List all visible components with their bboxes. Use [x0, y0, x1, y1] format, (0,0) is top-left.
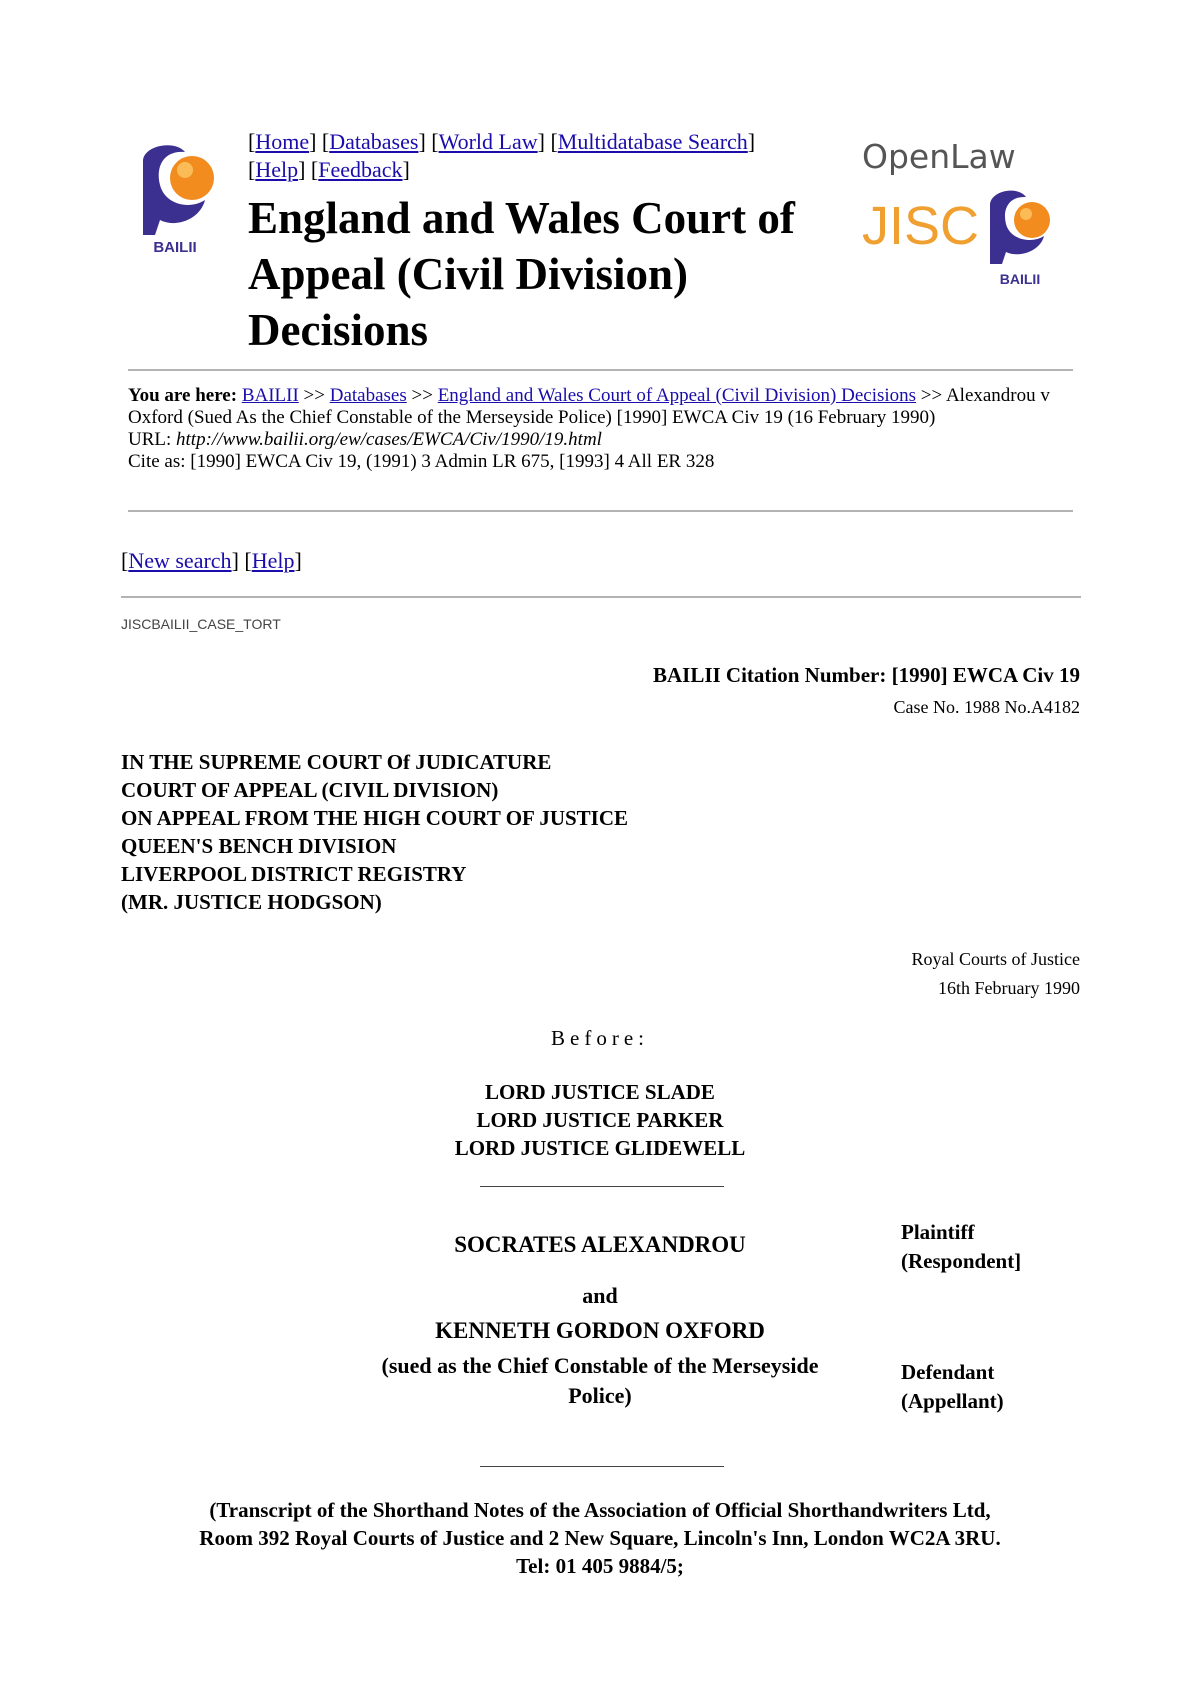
- defendant-description: [320, 1351, 880, 1411]
- category-tag: JISCBAILII_CASE_TORT: [121, 616, 281, 632]
- url-value: http://www.bailii.org/ew/cases/EWCA/Civ/1990/19.html: [176, 429, 602, 450]
- defendant-desc-line: Police): [568, 1383, 632, 1408]
- court-line: LIVERPOOL DISTRICT REGISTRY: [121, 862, 467, 886]
- court-line: (MR. JUSTICE HODGSON): [121, 890, 382, 914]
- breadcrumb-sep: >>: [303, 385, 325, 406]
- breadcrumb-bailii-link[interactable]: BAILII: [241, 385, 299, 406]
- cite-line: [128, 451, 1058, 473]
- separator-rule: [480, 1466, 724, 1467]
- transcript-line: Room 392 Royal Courts of Justice and 2 New Square, Lincoln's Inn, London WC2A 3RU.: [199, 1526, 1001, 1550]
- openlaw-text: OpenLaw: [862, 137, 1016, 176]
- role-line: (Appellant): [901, 1389, 1004, 1413]
- judge-name: LORD JUSTICE PARKER: [476, 1108, 724, 1132]
- date-line: 16th February 1990: [938, 978, 1080, 998]
- breadcrumb-current: Alexandrou v Oxford (Sued As the Chief Constable of the Merseyside Police) [1990] EWCA Civ 19 (16 February 1990): [128, 385, 1050, 428]
- role-line: Plaintiff: [901, 1220, 975, 1244]
- divider: [128, 510, 1073, 512]
- court-line: COURT OF APPEAL (CIVIL DIVISION): [121, 778, 499, 802]
- nav-world-law-link[interactable]: World Law: [438, 129, 538, 154]
- nav-multidatabase-search-link[interactable]: Multidatabase Search: [557, 129, 748, 154]
- right-bailii-text: BAILII: [999, 271, 1041, 287]
- defendant-desc-line: (sued as the Chief Constable of the Merseyside: [381, 1353, 819, 1378]
- bailii-logo: [135, 140, 225, 255]
- page-title: [248, 190, 795, 358]
- openlaw-jisc-logo: [862, 132, 1082, 292]
- nav-row-1: [Home] [Databases] [World Law] [Multidatabase Search]: [248, 129, 756, 154]
- judges-list: [0, 1078, 1200, 1162]
- defendant-role: [901, 1358, 1004, 1416]
- nav-help-link[interactable]: Help: [255, 157, 299, 182]
- new-search-link[interactable]: New search: [128, 548, 232, 573]
- judge-name: LORD JUSTICE SLADE: [485, 1080, 715, 1104]
- judge-name: LORD JUSTICE GLIDEWELL: [454, 1136, 746, 1160]
- title-line: Decisions: [248, 305, 428, 355]
- url-label: URL:: [128, 429, 172, 450]
- case-number: Case No. 1988 No.A4182: [893, 697, 1080, 717]
- breadcrumb: [128, 385, 1058, 473]
- divider: [128, 369, 1073, 371]
- bailii-logo-text: BAILII: [153, 239, 197, 255]
- divider: [121, 596, 1081, 598]
- breadcrumb-label: You are here:: [128, 385, 238, 406]
- nav-databases-link[interactable]: Databases: [329, 129, 419, 154]
- url-line: [128, 429, 1058, 451]
- defendant-name: KENNETH GORDON OXFORD: [435, 1318, 765, 1343]
- transcript-line: (Transcript of the Shorthand Notes of the Association of Official Shorthandwriters Ltd,: [209, 1498, 991, 1522]
- cite-value: [1990] EWCA Civ 19, (1991) 3 Admin LR 675, [1993] 4 All ER 328: [190, 451, 715, 472]
- citation-number: BAILII Citation Number: [1990] EWCA Civ 19: [652, 663, 1080, 687]
- help-link[interactable]: Help: [251, 548, 295, 573]
- court-line: IN THE SUPREME COURT Of JUDICATURE: [121, 750, 552, 774]
- breadcrumb-sep: >>: [920, 385, 943, 406]
- breadcrumb-court-link[interactable]: England and Wales Court of Appeal (Civil Division) Decisions: [437, 385, 917, 406]
- plaintiff-role: [901, 1218, 1021, 1276]
- place-date: [912, 945, 1081, 1003]
- court-line: QUEEN'S BENCH DIVISION: [121, 834, 397, 858]
- plaintiff-name: SOCRATES ALEXANDROU: [454, 1232, 746, 1257]
- nav-feedback-link[interactable]: Feedback: [318, 157, 403, 182]
- breadcrumb-databases-link[interactable]: Databases: [329, 385, 407, 406]
- breadcrumb-sep: >>: [411, 385, 433, 406]
- jisc-text: JISC: [862, 196, 980, 256]
- nav-home-link[interactable]: Home: [255, 129, 310, 154]
- top-nav: [248, 128, 755, 184]
- search-links: [New search] [Help]: [121, 548, 302, 573]
- before-label: Before:: [551, 1026, 649, 1050]
- court-line: ON APPEAL FROM THE HIGH COURT OF JUSTICE: [121, 806, 629, 830]
- and-label: and: [582, 1283, 618, 1308]
- cite-label: Cite as:: [128, 451, 186, 472]
- role-line: Defendant: [901, 1360, 995, 1384]
- title-line: England and Wales Court of: [248, 193, 795, 243]
- role-line: (Respondent]: [901, 1249, 1022, 1273]
- transcript-line: Tel: 01 405 9884/5;: [516, 1554, 684, 1578]
- nav-row-2: [Help] [Feedback]: [248, 157, 410, 182]
- place-line: Royal Courts of Justice: [911, 949, 1080, 969]
- court-heading: [121, 748, 628, 916]
- title-line: Appeal (Civil Division): [248, 249, 689, 299]
- transcript-note: [0, 1496, 1200, 1580]
- separator-rule: [480, 1186, 724, 1187]
